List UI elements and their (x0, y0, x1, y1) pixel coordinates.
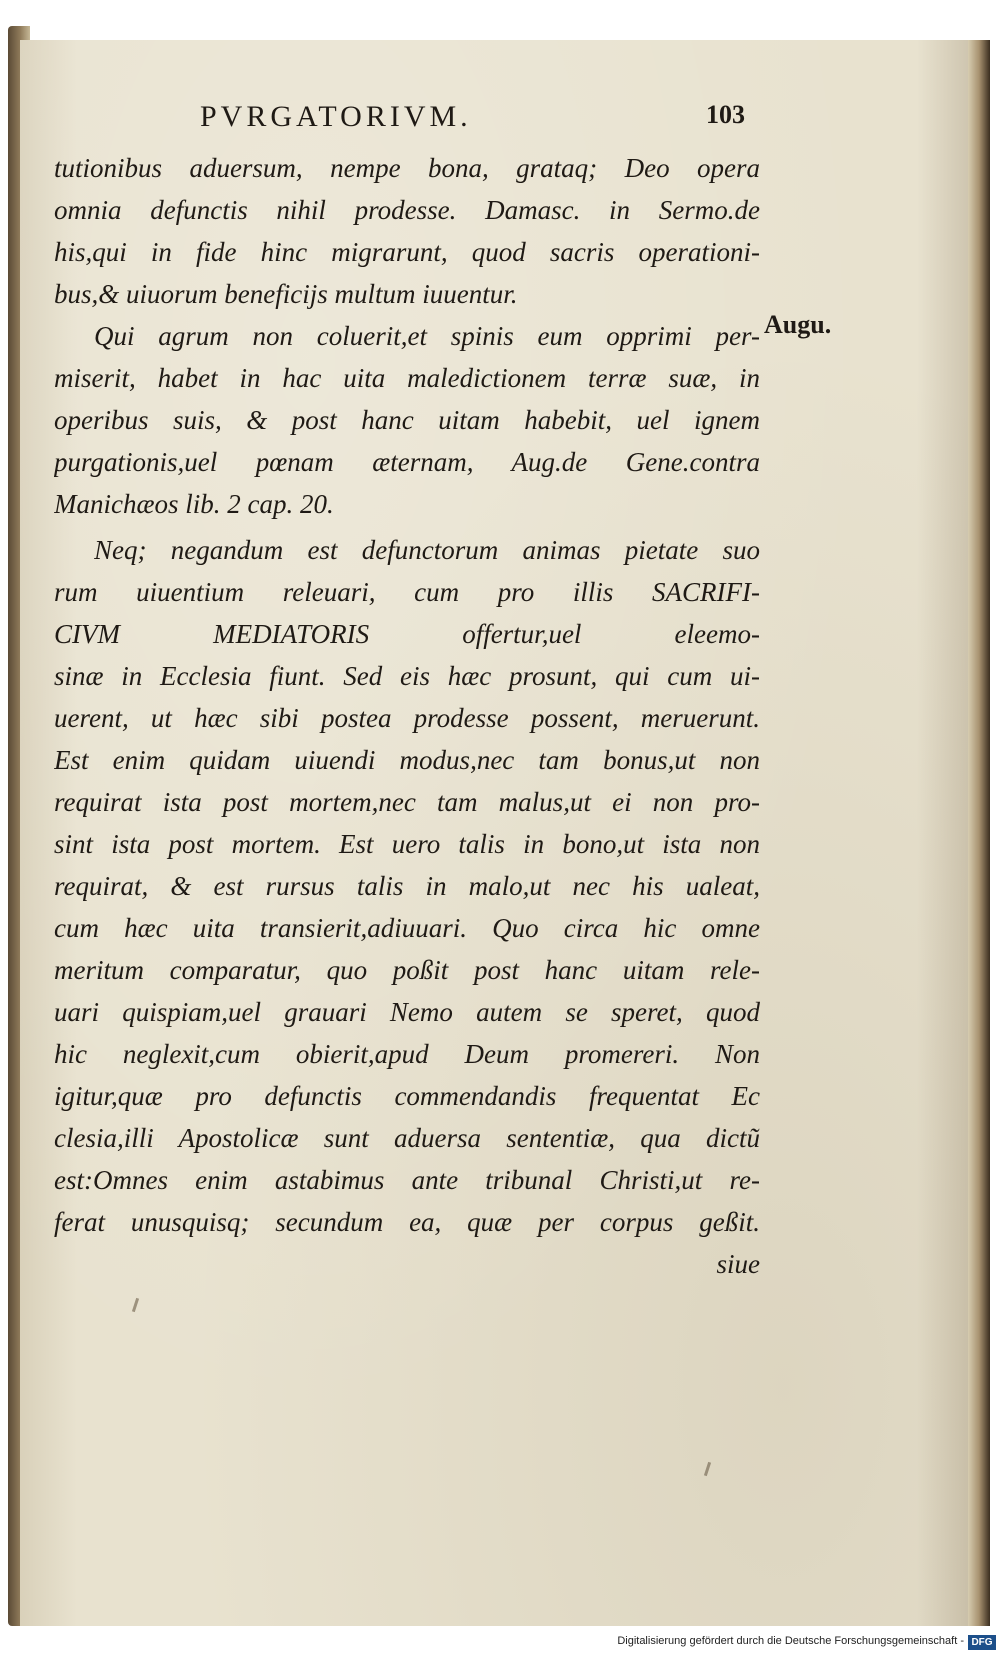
funding-notice: Digitalisierung gefördert durch die Deutsche Forschungsgemeinschaft - (617, 1635, 964, 1647)
text-line: ferat unusquisq; secundum ea, quæ per corpus geßit. (54, 1207, 760, 1237)
text-line: Qui agrum non coluerit,et spinis eum opprimi per- (94, 321, 760, 351)
page-number: 103 (706, 100, 745, 129)
text-line: est:Omnes enim astabimus ante tribunal Christi,ut re- (54, 1165, 760, 1195)
running-title: PVRGATORIVM. (200, 100, 472, 133)
text-line: his,qui in fide hinc migrarunt, quod sacris operationi- (54, 237, 760, 267)
text-line: meritum comparatur, quo poßit post hanc uitam rele- (54, 955, 760, 985)
text-line: miserit, habet in hac uita maledictionem terræ suæ, in (54, 363, 760, 393)
text-line: operibus suis, & post hanc uitam habebit, uel ignem (54, 405, 760, 435)
text-line: purgationis,uel pœnam æternam, Aug.de Gene.contra (54, 447, 760, 477)
text-line: requirat, & est rursus talis in malo,ut nec his ualeat, (54, 871, 760, 901)
margin-note: Augu. (764, 310, 832, 339)
dfg-logo: DFG (968, 1635, 996, 1650)
text-line: Est enim quidam uiuendi modus,nec tam bonus,ut non (54, 745, 760, 775)
text-line: tutionibus aduersum, nempe bona, grataq; Deo opera (54, 153, 760, 183)
catchword: siue (716, 1249, 760, 1279)
text-line: hic neglexit,cum obierit,apud Deum promereri. Non (54, 1039, 760, 1069)
text-line: requirat ista post mortem,nec tam malus,ut ei non pro- (54, 787, 760, 817)
text-line: CIVM MEDIATORIS offertur,uel eleemo- (54, 619, 760, 649)
text-line: bus,& uiuorum beneficijs multum iuuentur. (54, 279, 518, 309)
text-line: Manichæos lib. 2 cap. 20. (54, 489, 334, 519)
footer-bar (0, 1632, 1000, 1654)
text-line: rum uiuentium releuari, cum pro illis SACRIFI- (54, 577, 760, 607)
text-line: clesia,illi Apostolicæ sunt aduersa sententiæ, qua dictũ (54, 1123, 760, 1153)
text-line: uari quispiam,uel grauari Nemo autem se speret, quod (54, 997, 760, 1027)
page-edge-shadow (968, 40, 990, 1626)
text-line: sinæ in Ecclesia fiunt. Sed eis hæc prosunt, qui cum ui- (54, 661, 760, 691)
text-line: Neq; negandum est defunctorum animas pietate suo (94, 535, 760, 565)
text-line: omnia defunctis nihil prodesse. Damasc. in Sermo.de (54, 195, 760, 225)
text-line: igitur,quæ pro defunctis commendandis frequentat Ec (54, 1081, 760, 1111)
text-line: uerent, ut hæc sibi postea prodesse possent, meruerunt. (54, 703, 760, 733)
text-line: cum hæc uita transierit,adiuuari. Quo circa hic omne (54, 913, 760, 943)
text-line: sint ista post mortem. Est uero talis in bono,ut ista non (54, 829, 760, 859)
